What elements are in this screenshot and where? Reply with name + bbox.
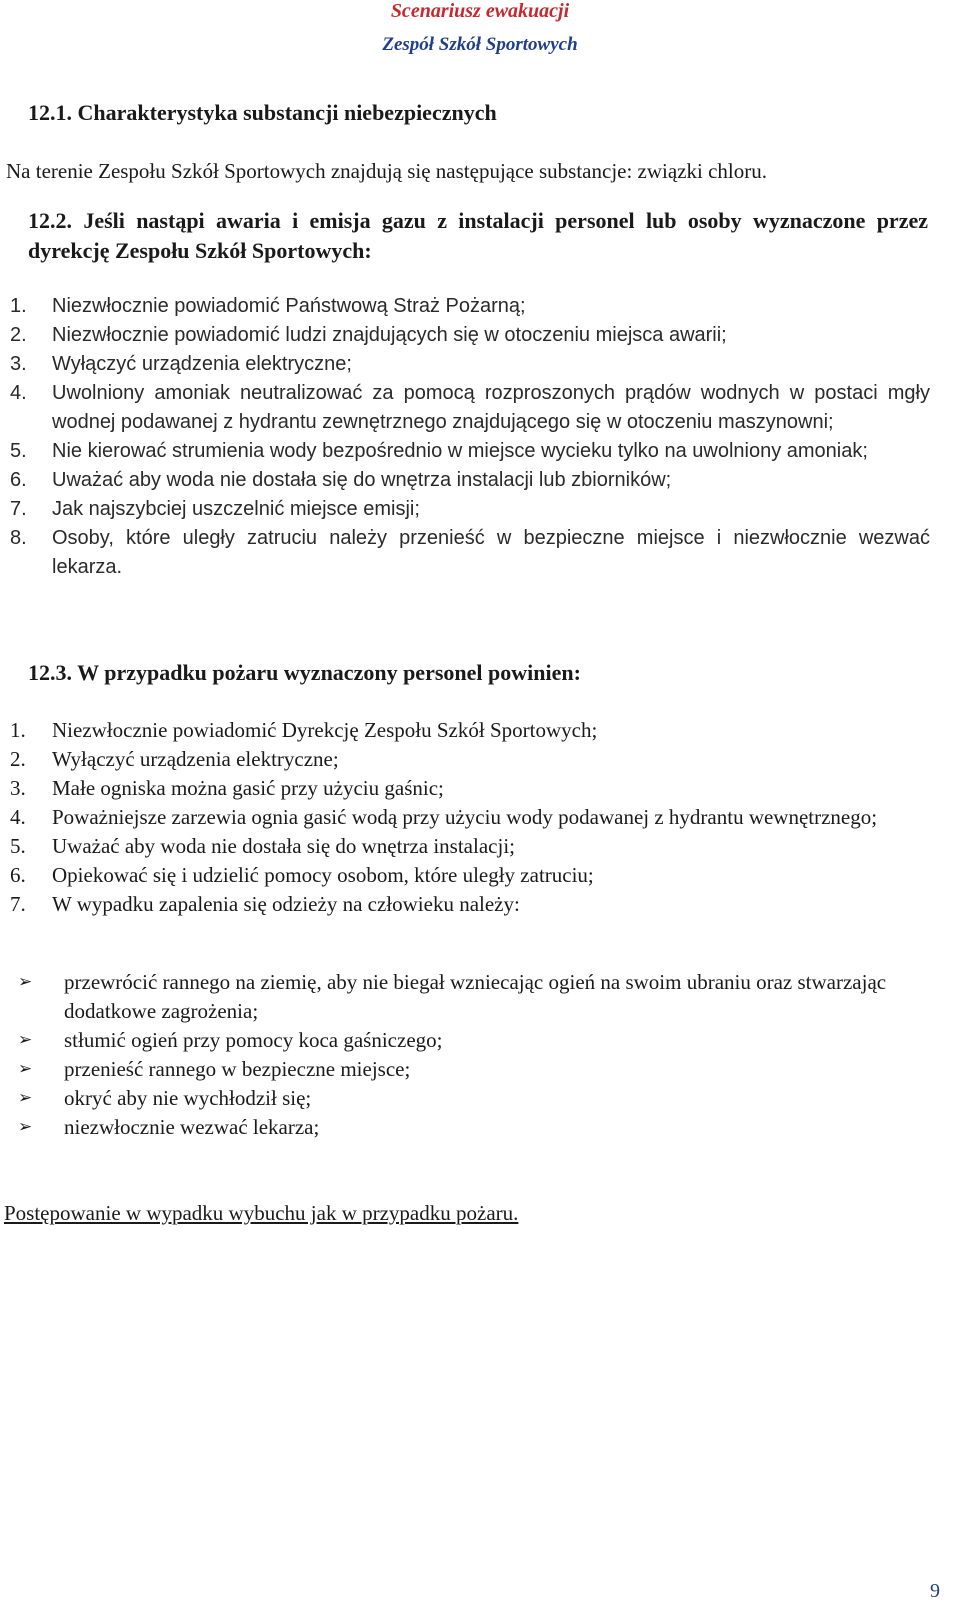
list-item-number: 4. bbox=[10, 382, 27, 404]
document-header-subtitle: Zespół Szkół Sportowych bbox=[382, 34, 578, 55]
section-12-3-list bbox=[10, 716, 930, 919]
list-item-number: 1. bbox=[10, 295, 27, 317]
list-item bbox=[10, 890, 930, 919]
list-item-number: 6. bbox=[10, 863, 26, 887]
list-item bbox=[10, 466, 930, 495]
arrow-bullet-icon: ➢ bbox=[18, 1117, 33, 1137]
arrow-bullet-icon: ➢ bbox=[18, 972, 33, 992]
arrow-bullet-icon: ➢ bbox=[18, 1088, 33, 1108]
list-item-text: Nie kierować strumienia wody bezpośrednio w miejsce wycieku tylko na uwolniony amoniak; bbox=[52, 440, 868, 462]
list-item-text: Niezwłocznie powiadomić ludzi znajdujących się w otoczeniu miejsca awarii; bbox=[52, 324, 727, 346]
list-item-text: Jak najszybciej uszczelnić miejsce emisji; bbox=[52, 498, 420, 520]
document-header-title: Scenariusz ewakuacji bbox=[390, 0, 570, 22]
list-item-text: Uważać aby woda nie dostała się do wnętrza instalacji lub zbiorników; bbox=[52, 469, 672, 491]
section-12-2-heading: 12.2. Jeśli nastąpi awaria i emisja gazu z instalacji personel lub osoby wyznaczone przez dyrekcję Zespołu Szkół Sportowych: bbox=[28, 208, 928, 263]
bullet-item bbox=[18, 1026, 943, 1055]
list-item-number: 7. bbox=[10, 892, 26, 916]
list-item bbox=[10, 321, 930, 350]
list-item-text: Małe ogniska można gasić przy użyciu gaśnic; bbox=[52, 776, 444, 800]
list-item-number: 6. bbox=[10, 469, 27, 491]
bullet-item-text: przewrócić rannego na ziemię, aby nie biegał wzniecając ogień na swoim ubraniu oraz stwarzając dodatkowe zagrożenia; bbox=[64, 970, 887, 1023]
list-item-number: 2. bbox=[10, 324, 27, 346]
bullet-item-text: stłumić ogień przy pomocy koca gaśniczego; bbox=[64, 1028, 443, 1052]
bullet-item bbox=[18, 1084, 943, 1113]
bullet-item-text: niezwłocznie wezwać lekarza; bbox=[64, 1115, 320, 1139]
list-item-text: Wyłączyć urządzenia elektryczne; bbox=[52, 747, 339, 771]
list-item bbox=[10, 745, 930, 774]
list-item bbox=[10, 716, 930, 745]
section-12-2-list bbox=[10, 292, 930, 582]
bullet-item bbox=[18, 1055, 943, 1084]
list-item-text: Wyłączyć urządzenia elektryczne; bbox=[52, 353, 352, 375]
section-12-3-bullets bbox=[18, 968, 943, 1142]
list-item bbox=[10, 379, 930, 437]
list-item-number: 7. bbox=[10, 498, 27, 520]
list-item-number: 3. bbox=[10, 776, 26, 800]
list-item-text: Niezwłocznie powiadomić Dyrekcję Zespołu Szkół Sportowych; bbox=[52, 718, 598, 742]
arrow-bullet-icon: ➢ bbox=[18, 1059, 33, 1079]
list-item bbox=[10, 861, 930, 890]
list-item-number: 3. bbox=[10, 353, 27, 375]
list-item bbox=[10, 774, 930, 803]
bullet-item bbox=[18, 968, 943, 1026]
list-item-text: Osoby, które uległy zatruciu należy przenieść w bezpieczne miejsce i niezwłocznie wezwać lekarza. bbox=[52, 527, 930, 578]
section-12-1-text: Na terenie Zespołu Szkół Sportowych znajdują się następujące substancje: związki chloru. bbox=[6, 159, 768, 183]
explosion-procedure-note: Postępowanie w wypadku wybuchu jak w przypadku pożaru. bbox=[4, 1201, 519, 1225]
list-item-number: 2. bbox=[10, 747, 26, 771]
section-12-1-heading: 12.1. Charakterystyka substancji niebezpiecznych bbox=[28, 100, 497, 125]
list-item-number: 5. bbox=[10, 440, 27, 462]
list-item-number: 4. bbox=[10, 805, 26, 829]
list-item bbox=[10, 350, 930, 379]
list-item-number: 5. bbox=[10, 834, 26, 858]
list-item-number: 8. bbox=[10, 527, 27, 549]
list-item-text: Poważniejsze zarzewia ognia gasić wodą przy użyciu wody podawanej z hydrantu wewnętrznego; bbox=[52, 805, 878, 829]
bullet-item-text: okryć aby nie wychłodził się; bbox=[64, 1086, 312, 1110]
page-number: 9 bbox=[930, 1580, 940, 1602]
list-item-text: W wypadku zapalenia się odzieży na człowieku należy: bbox=[52, 892, 520, 916]
list-item-text: Uwolniony amoniak neutralizować za pomocą rozproszonych prądów wodnych w postaci mgły wodnej podawanej z hydrantu zewnętrznego znajdującego się w otoczeniu maszynowni; bbox=[52, 382, 930, 433]
list-item bbox=[10, 524, 930, 582]
bullet-item bbox=[18, 1113, 943, 1142]
list-item bbox=[10, 495, 930, 524]
bullet-item-text: przenieść rannego w bezpieczne miejsce; bbox=[64, 1057, 411, 1081]
list-item bbox=[10, 832, 930, 861]
list-item-text: Uważać aby woda nie dostała się do wnętrza instalacji; bbox=[52, 834, 515, 858]
list-item-text: Opiekować się i udzielić pomocy osobom, które uległy zatruciu; bbox=[52, 863, 594, 887]
list-item-number: 1. bbox=[10, 718, 26, 742]
section-12-3-heading: 12.3. W przypadku pożaru wyznaczony personel powinien: bbox=[28, 660, 581, 685]
list-item bbox=[10, 803, 930, 832]
list-item bbox=[10, 437, 930, 466]
list-item-text: Niezwłocznie powiadomić Państwową Straż Pożarną; bbox=[52, 295, 526, 317]
list-item bbox=[10, 292, 930, 321]
arrow-bullet-icon: ➢ bbox=[18, 1030, 33, 1050]
